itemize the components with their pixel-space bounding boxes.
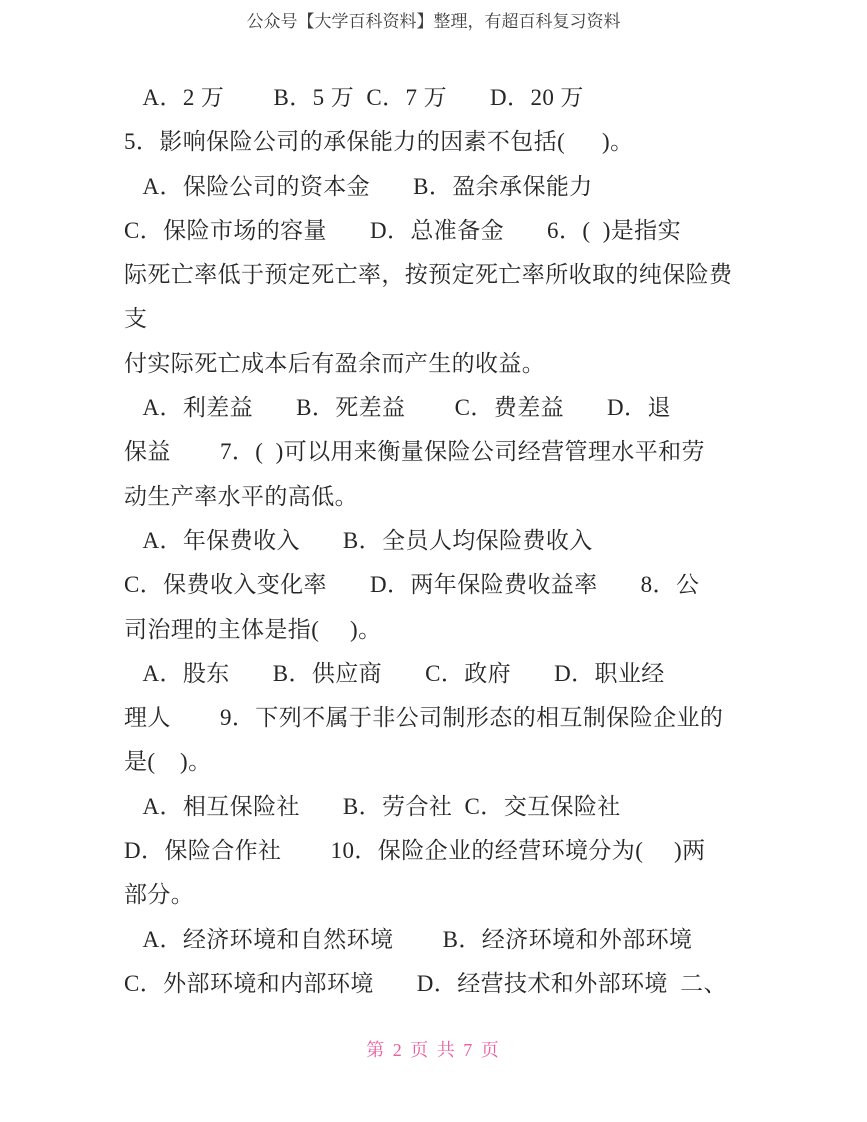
text-line-q9-option-d-question-10: D．保险合作社 10．保险企业的经营环境分为( )两 bbox=[124, 838, 706, 864]
text-line-q5-options-ab: A．保险公司的资本金 B．盈余承保能力 bbox=[124, 173, 593, 199]
text-line-q8-options: A．股东 B．供应商 C．政府 D．职业经 bbox=[124, 660, 665, 686]
text-line-options-q4: A．2 万 B．5 万 C．7 万 D．20 万 bbox=[124, 85, 584, 110]
text-line-q5-options-cd-question-6: C．保险市场的容量 D．总准备金 6．( )是指实 bbox=[124, 217, 681, 243]
watermark-header: 公众号【大学百科资料】整理，有超百科复习资料 bbox=[246, 12, 621, 31]
text-line-q7-options-cd-question-8: C．保费收入变化率 D．两年保险费收益率 8．公 bbox=[124, 572, 700, 598]
exam-body bbox=[124, 76, 750, 1006]
text-line-q6-body-1: 际死亡率低于预定死亡率，按预定死亡率所收取的纯保险费支 bbox=[124, 262, 733, 332]
text-line-q7-body: 动生产率水平的高低。 bbox=[124, 483, 358, 509]
text-line-question-9: 理人 9．下列不属于非公司制形态的相互制保险企业的 bbox=[124, 705, 724, 731]
text-line-question-7: 保益 7．( )可以用来衡量保险公司经营管理水平和劳 bbox=[124, 439, 705, 465]
page-number-footer: 第 2 页 共 7 页 bbox=[366, 1040, 501, 1060]
text-line-q8-body: 司治理的主体是指( )。 bbox=[124, 616, 382, 642]
text-line-q7-options-ab: A．年保费收入 B．全员人均保险费收入 bbox=[124, 527, 593, 553]
text-line-q9-options: A．相互保险社 B．劳合社 C．交互保险社 bbox=[124, 793, 621, 819]
text-line-q6-options: A．利差益 B．死差益 C．费差益 D．退 bbox=[124, 395, 671, 421]
text-line-q6-body-2: 付实际死亡成本后有盈余而产生的收益。 bbox=[124, 350, 546, 376]
text-line-q9-body: 是( )。 bbox=[124, 749, 212, 775]
text-line-q10-options-cd-section-2: C．外部环境和内部环境 D．经营技术和外部环境 二、 bbox=[124, 970, 727, 996]
text-line-q10-body: 部分。 bbox=[124, 882, 195, 908]
text-line-question-5: 5．影响保险公司的承保能力的因素不包括( )。 bbox=[124, 129, 634, 155]
text-line-q10-options-ab: A．经济环境和自然环境 B．经济环境和外部环境 bbox=[124, 926, 693, 952]
